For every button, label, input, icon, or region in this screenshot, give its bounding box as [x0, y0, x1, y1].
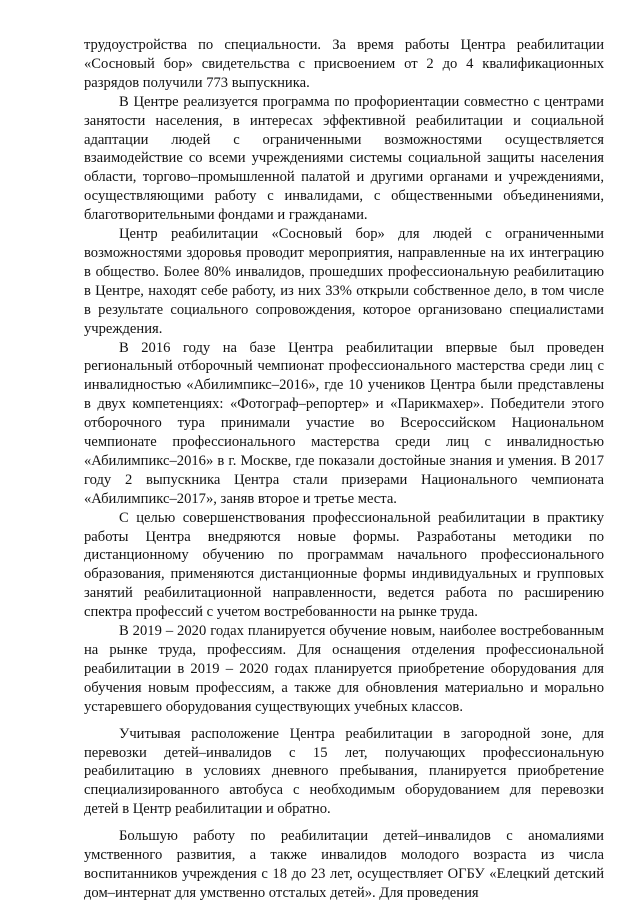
paragraph-new-forms: С целью совершенствования профессиональной реабилитации в практику работы Центра внедряются новые формы. Разработаны методики по дистанционному обучению по программам начального профессионального образования, применяются дистанционные формы индивидуальных и групповых занятий реабилитационной направленности, ведется работа по расширению спектра профессий с учетом востребованности на рынке труда.	[84, 509, 604, 621]
paragraph-integration: Центр реабилитации «Сосновый бор» для людей с ограниченными возможностями здоровья проводит мероприятия, направленные на их интеграцию в общество. Более 80% инвалидов, прошедших профессиональную реабилитацию в Центре, находят себе работу, из них 33% открыли собственное дело, в том числе в результате социального сопровождения, которое организовано специалистами учреждения.	[84, 226, 604, 337]
paragraph-bus-purchase: Учитывая расположение Центра реабилитации в загородной зоне, для перевозки детей–инвалидов с 15 лет, получающих профессиональную реабилитацию в условиях дневного пребывания, планируется приобретение специализированного автобуса с необходимым оборудованием для перевозки детей в Центр реабилитации и обратно.	[84, 725, 604, 818]
paragraph-career-guidance: В Центре реализуется программа по профориентации совместно с центрами занятости населения, в интересах эффективной реабилитации и социальной адаптации людей с ограниченными возможностями осуществляется взаимодействие со всеми учреждениями системы социальной защиты населения области, торгово–промышленной палатой и другими органами и учреждениями, осуществляющими работу с инвалидами, с общественными объединениями, благотворительными фондами и гражданами.	[84, 93, 604, 224]
paragraph-2019-2020-plans: В 2019 – 2020 годах планируется обучение новым, наиболее востребованным на рынке труда, профессиям. Для оснащения отделения профессиональной реабилитации в 2019 – 2020 годах планируется приобретение оборудования для обучения новым профессиям, а также для обновления материально и морально устаревшего оборудования существующих учебных классов.	[84, 623, 604, 715]
paragraph-1-continuation: трудоустройства по специальности. За время работы Центра реабилитации «Сосновый бор» свидетельства с присвоением от 2 до 4 квалификационных разрядов получили 773 выпускника.	[84, 37, 604, 91]
paragraph-abilympics: В 2016 году на базе Центра реабилитации впервые был проведен региональный отборочный чемпионат профессионального мастерства среди лиц с инвалидностью «Абилимпикс–2016», где 10 учеников Центра были представлены в двух компетенциях: «Фотограф–репортер» и «Парикмахер». Победители этого отборочного тура принимали участие во Всероссийском Национальном чемпионате профессионального мастерства среди лиц с инвалидностью «Абилимпикс–2016» в г. Москве, где показали достойные знания и умения. В 2017 году 2 выпускника Центра стали призерами Национального чемпионата «Абилимпикс–2017», заняв второе и третье места.	[84, 339, 604, 507]
document-page	[84, 36, 604, 903]
paragraph-yelets-orphanage: Большую работу по реабилитации детей–инвалидов с аномалиями умственного развития, а также инвалидов молодого возраста из числа воспитанников учреждения с 18 до 23 лет, осуществляет ОГБУ «Елецкий детский дом–интернат для умственно отсталых детей». Для проведения	[84, 828, 604, 901]
